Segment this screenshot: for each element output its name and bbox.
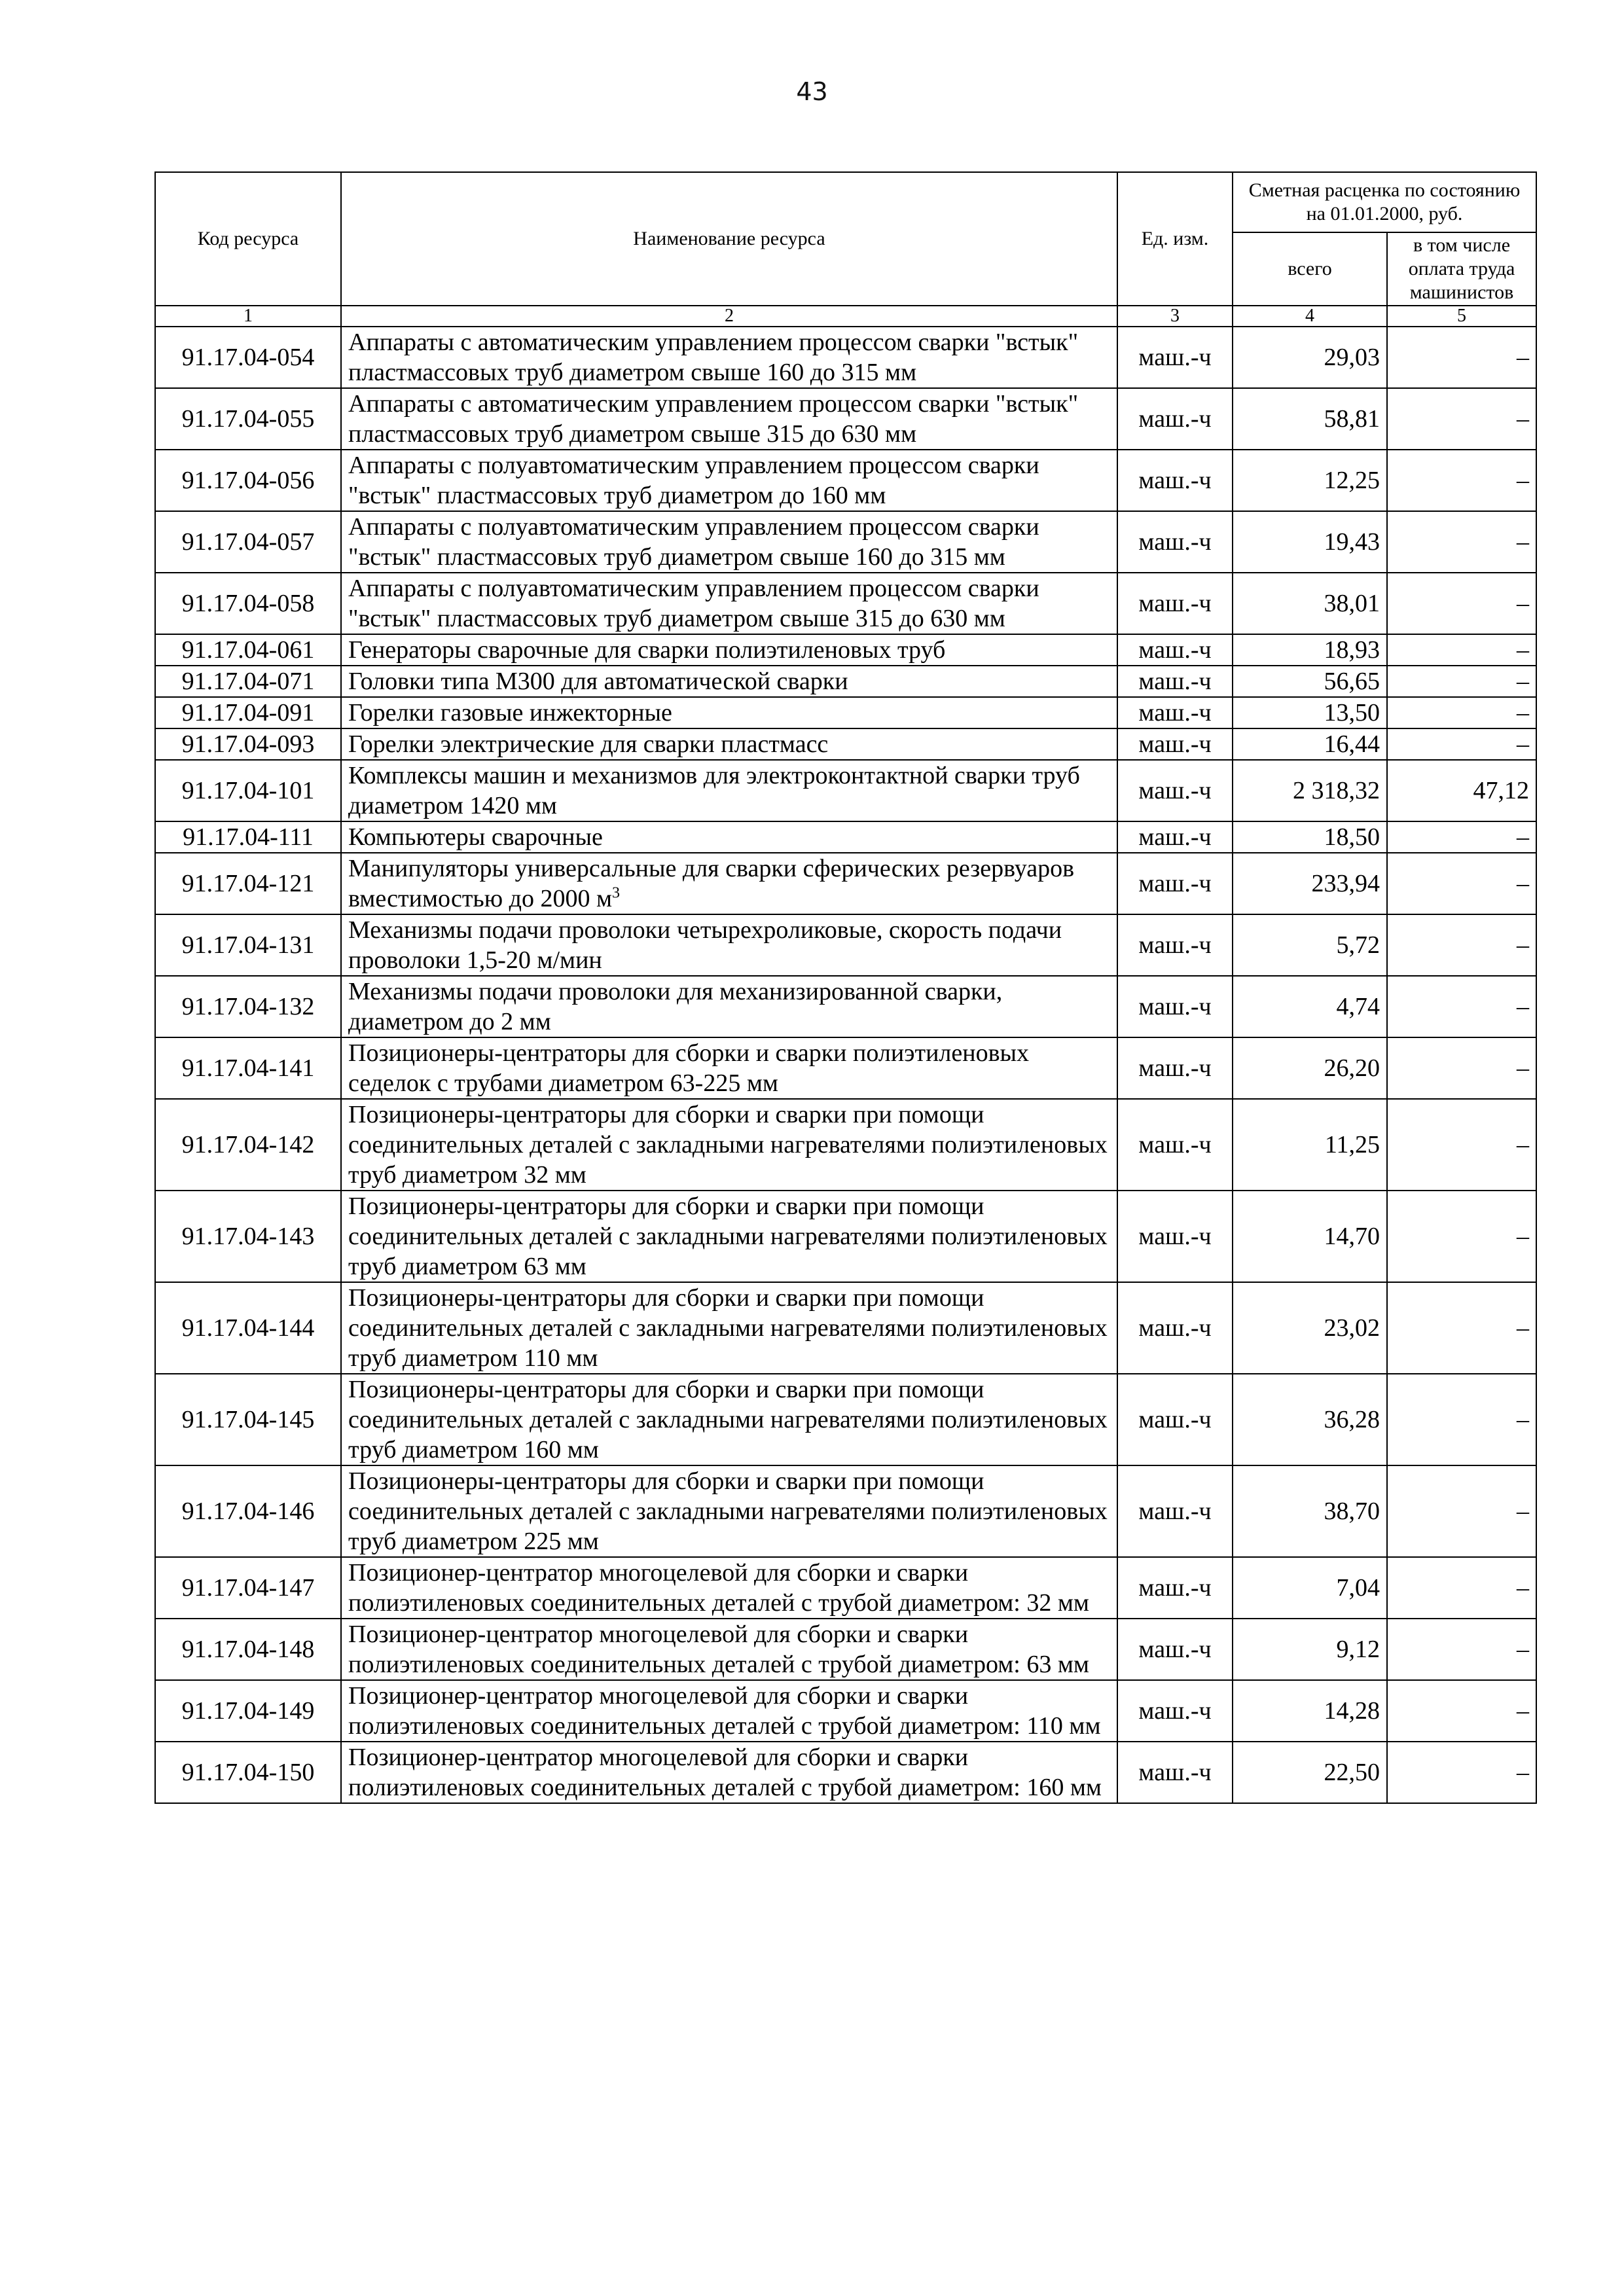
row-labor: – (1387, 914, 1536, 976)
row-total: 36,28 (1233, 1374, 1387, 1465)
row-unit: маш.-ч (1117, 1465, 1233, 1557)
header-price-group: Сметная расценка по состоянию на 01.01.2000, руб. (1233, 172, 1536, 232)
row-name: Аппараты с полуавтоматическим управлением процессом сварки "встык" пластмассовых труб диаметром свыше 315 до 630 мм (341, 573, 1117, 634)
row-code: 91.17.04-131 (155, 914, 341, 976)
row-labor: – (1387, 1099, 1536, 1191)
row-name: Механизмы подачи проволоки для механизированной сварки, диаметром до 2 мм (341, 976, 1117, 1037)
row-labor: – (1387, 1619, 1536, 1680)
table-row (155, 573, 1536, 634)
row-labor: 47,12 (1387, 760, 1536, 821)
row-total: 56,65 (1233, 666, 1387, 697)
row-name: Позиционеры-центраторы для сборки и сварки при помощи соединительных деталей с закладными нагревателями полиэтиленовых труб диаметром 63 мм (341, 1191, 1117, 1282)
row-labor: – (1387, 1557, 1536, 1619)
row-total: 14,28 (1233, 1680, 1387, 1742)
row-labor: – (1387, 1374, 1536, 1465)
row-unit: маш.-ч (1117, 821, 1233, 853)
row-labor: – (1387, 666, 1536, 697)
table-row (155, 1619, 1536, 1680)
row-labor: – (1387, 728, 1536, 760)
row-code: 91.17.04-150 (155, 1742, 341, 1803)
row-unit: маш.-ч (1117, 1680, 1233, 1742)
row-name: Позиционеры-центраторы для сборки и сварки при помощи соединительных деталей с закладными нагревателями полиэтиленовых труб диаметром 110 мм (341, 1282, 1117, 1374)
table-row (155, 1191, 1536, 1282)
table-header (155, 172, 1536, 327)
row-total: 13,50 (1233, 697, 1387, 728)
row-labor: – (1387, 1191, 1536, 1282)
row-labor: – (1387, 697, 1536, 728)
row-code: 91.17.04-091 (155, 697, 341, 728)
row-total: 233,94 (1233, 853, 1387, 914)
row-name: Аппараты с полуавтоматическим управлением процессом сварки "встык" пластмассовых труб диаметром до 160 мм (341, 450, 1117, 511)
row-code: 91.17.04-101 (155, 760, 341, 821)
row-code: 91.17.04-071 (155, 666, 341, 697)
row-code: 91.17.04-056 (155, 450, 341, 511)
row-unit: маш.-ч (1117, 1619, 1233, 1680)
row-unit: маш.-ч (1117, 760, 1233, 821)
row-total: 38,01 (1233, 573, 1387, 634)
row-name: Компьютеры сварочные (341, 821, 1117, 853)
row-name: Позиционер-центратор многоцелевой для сборки и сварки полиэтиленовых соединительных деталей с трубой диаметром: 160 мм (341, 1742, 1117, 1803)
row-labor: – (1387, 634, 1536, 666)
col-number: 2 (341, 306, 1117, 327)
table-row (155, 1374, 1536, 1465)
row-total: 16,44 (1233, 728, 1387, 760)
row-labor: – (1387, 511, 1536, 573)
row-unit: маш.-ч (1117, 1557, 1233, 1619)
row-labor: – (1387, 1465, 1536, 1557)
row-unit: маш.-ч (1117, 853, 1233, 914)
table-row (155, 728, 1536, 760)
row-total: 38,70 (1233, 1465, 1387, 1557)
row-code: 91.17.04-132 (155, 976, 341, 1037)
row-total: 22,50 (1233, 1742, 1387, 1803)
row-labor: – (1387, 1680, 1536, 1742)
row-unit: маш.-ч (1117, 1742, 1233, 1803)
row-unit: маш.-ч (1117, 327, 1233, 388)
row-code: 91.17.04-142 (155, 1099, 341, 1191)
row-name: Аппараты с автоматическим управлением процессом сварки "встык" пластмассовых труб диаметром свыше 315 до 630 мм (341, 388, 1117, 450)
row-code: 91.17.04-054 (155, 327, 341, 388)
row-total: 9,12 (1233, 1619, 1387, 1680)
row-total: 14,70 (1233, 1191, 1387, 1282)
row-unit: маш.-ч (1117, 573, 1233, 634)
table-row (155, 976, 1536, 1037)
row-name: Аппараты с полуавтоматическим управлением процессом сварки "встык" пластмассовых труб диаметром свыше 160 до 315 мм (341, 511, 1117, 573)
table-row (155, 634, 1536, 666)
row-labor: – (1387, 1742, 1536, 1803)
row-unit: маш.-ч (1117, 1282, 1233, 1374)
row-name (341, 853, 1117, 914)
row-code: 91.17.04-144 (155, 1282, 341, 1374)
row-unit: маш.-ч (1117, 1374, 1233, 1465)
row-name: Генераторы сварочные для сварки полиэтиленовых труб (341, 634, 1117, 666)
row-unit: маш.-ч (1117, 450, 1233, 511)
row-total: 29,03 (1233, 327, 1387, 388)
row-unit: маш.-ч (1117, 388, 1233, 450)
row-name-superscript: 3 (612, 884, 621, 902)
col-number: 4 (1233, 306, 1387, 327)
row-name: Комплексы машин и механизмов для электроконтактной сварки труб диаметром 1420 мм (341, 760, 1117, 821)
row-total: 26,20 (1233, 1037, 1387, 1099)
row-code: 91.17.04-058 (155, 573, 341, 634)
table-row (155, 450, 1536, 511)
row-name: Позиционеры-центраторы для сборки и сварки при помощи соединительных деталей с закладными нагревателями полиэтиленовых труб диаметром 32 мм (341, 1099, 1117, 1191)
row-code: 91.17.04-149 (155, 1680, 341, 1742)
row-name: Позиционеры-центраторы для сборки и сварки при помощи соединительных деталей с закладными нагревателями полиэтиленовых труб диаметром 225 мм (341, 1465, 1117, 1557)
row-unit: маш.-ч (1117, 914, 1233, 976)
row-name: Головки типа М300 для автоматической сварки (341, 666, 1117, 697)
col-number: 1 (155, 306, 341, 327)
row-total: 5,72 (1233, 914, 1387, 976)
table-row (155, 327, 1536, 388)
table-body (155, 327, 1536, 1803)
row-code: 91.17.04-145 (155, 1374, 341, 1465)
table-row (155, 1680, 1536, 1742)
row-total: 11,25 (1233, 1099, 1387, 1191)
row-unit: маш.-ч (1117, 666, 1233, 697)
row-name: Позиционер-центратор многоцелевой для сборки и сварки полиэтиленовых соединительных деталей с трубой диаметром: 110 мм (341, 1680, 1117, 1742)
header-unit: Ед. изм. (1117, 172, 1233, 306)
table-row (155, 914, 1536, 976)
header-labor: в том числе оплата труда машинистов (1387, 232, 1536, 306)
table-row (155, 388, 1536, 450)
row-labor: – (1387, 976, 1536, 1037)
row-code: 91.17.04-061 (155, 634, 341, 666)
row-code: 91.17.04-146 (155, 1465, 341, 1557)
row-labor: – (1387, 388, 1536, 450)
row-name: Горелки газовые инжекторные (341, 697, 1117, 728)
row-labor: – (1387, 853, 1536, 914)
row-name: Позиционер-центратор многоцелевой для сборки и сварки полиэтиленовых соединительных деталей с трубой диаметром: 63 мм (341, 1619, 1117, 1680)
row-total: 58,81 (1233, 388, 1387, 450)
row-total: 12,25 (1233, 450, 1387, 511)
col-number: 5 (1387, 306, 1536, 327)
row-unit: маш.-ч (1117, 728, 1233, 760)
col-number: 3 (1117, 306, 1233, 327)
table-row (155, 511, 1536, 573)
header-total: всего (1233, 232, 1387, 306)
row-total: 19,43 (1233, 511, 1387, 573)
row-code: 91.17.04-057 (155, 511, 341, 573)
table-row (155, 1099, 1536, 1191)
table-row (155, 1465, 1536, 1557)
row-code: 91.17.04-093 (155, 728, 341, 760)
row-unit: маш.-ч (1117, 634, 1233, 666)
row-code: 91.17.04-141 (155, 1037, 341, 1099)
table-row (155, 1557, 1536, 1619)
row-name: Позиционер-центратор многоцелевой для сборки и сварки полиэтиленовых соединительных деталей с трубой диаметром: 32 мм (341, 1557, 1117, 1619)
row-total: 7,04 (1233, 1557, 1387, 1619)
row-labor: – (1387, 1282, 1536, 1374)
row-code: 91.17.04-111 (155, 821, 341, 853)
page-number: 43 (796, 77, 828, 106)
header-code: Код ресурса (155, 172, 341, 306)
table-row (155, 760, 1536, 821)
row-name-text: Манипуляторы универсальные для сварки сферических резервуаров вместимостью до 2000 м (348, 855, 1075, 912)
table-row (155, 697, 1536, 728)
table-row (155, 821, 1536, 853)
table-row (155, 1037, 1536, 1099)
header-name: Наименование ресурса (341, 172, 1117, 306)
row-code: 91.17.04-148 (155, 1619, 341, 1680)
row-unit: маш.-ч (1117, 511, 1233, 573)
row-total: 18,93 (1233, 634, 1387, 666)
table-row (155, 1742, 1536, 1803)
row-labor: – (1387, 821, 1536, 853)
row-total: 18,50 (1233, 821, 1387, 853)
row-name: Позиционеры-центраторы для сборки и сварки полиэтиленовых седелок с трубами диаметром 63-225 мм (341, 1037, 1117, 1099)
row-code: 91.17.04-121 (155, 853, 341, 914)
table-row (155, 1282, 1536, 1374)
row-name: Горелки электрические для сварки пластмасс (341, 728, 1117, 760)
row-unit: маш.-ч (1117, 1191, 1233, 1282)
row-total: 2 318,32 (1233, 760, 1387, 821)
row-unit: маш.-ч (1117, 1037, 1233, 1099)
row-name: Аппараты с автоматическим управлением процессом сварки "встык" пластмассовых труб диаметром свыше 160 до 315 мм (341, 327, 1117, 388)
row-name: Механизмы подачи проволоки четырехроликовые, скорость подачи проволоки 1,5-20 м/мин (341, 914, 1117, 976)
row-name: Позиционеры-центраторы для сборки и сварки при помощи соединительных деталей с закладными нагревателями полиэтиленовых труб диаметром 160 мм (341, 1374, 1117, 1465)
table-row (155, 853, 1536, 914)
row-code: 91.17.04-147 (155, 1557, 341, 1619)
row-unit: маш.-ч (1117, 976, 1233, 1037)
row-code: 91.17.04-055 (155, 388, 341, 450)
row-labor: – (1387, 450, 1536, 511)
row-total: 4,74 (1233, 976, 1387, 1037)
table-row (155, 666, 1536, 697)
row-labor: – (1387, 327, 1536, 388)
resource-table (154, 171, 1537, 1804)
row-unit: маш.-ч (1117, 1099, 1233, 1191)
row-labor: – (1387, 1037, 1536, 1099)
row-total: 23,02 (1233, 1282, 1387, 1374)
row-unit: маш.-ч (1117, 697, 1233, 728)
row-labor: – (1387, 573, 1536, 634)
row-code: 91.17.04-143 (155, 1191, 341, 1282)
